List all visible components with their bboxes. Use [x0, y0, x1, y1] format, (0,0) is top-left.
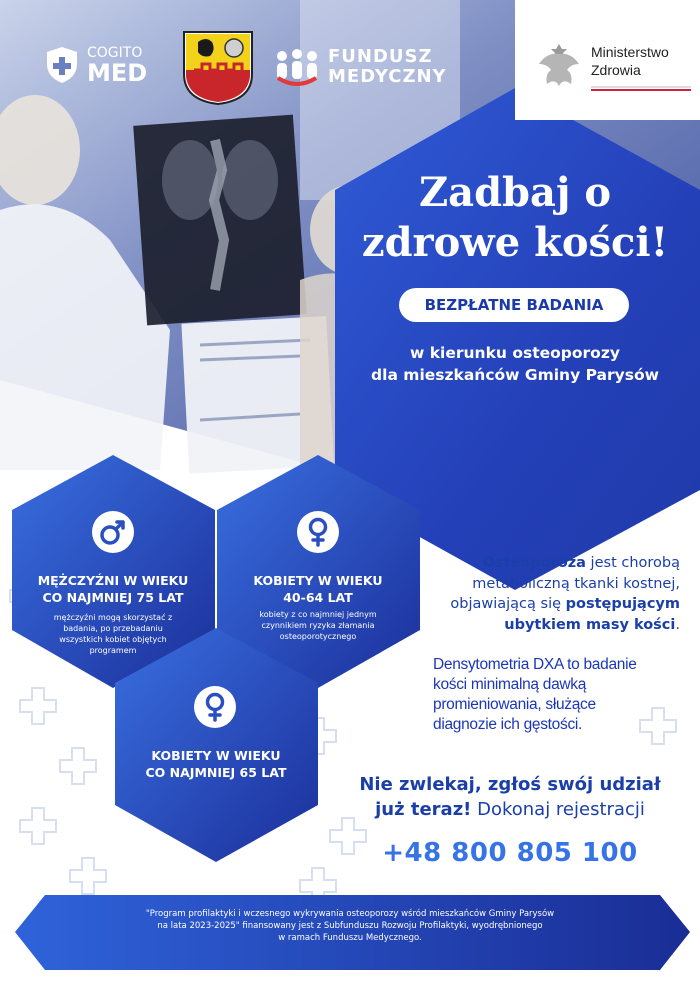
group-women-40-desc — [227, 609, 409, 642]
group-men-desc — [22, 612, 204, 656]
info1-line-2: metaboliczną tkanki kostnej, — [472, 575, 680, 592]
footer-line-3: w ramach Funduszu Medycznego. — [278, 933, 422, 943]
medyczny-label: MEDYCZNY — [328, 66, 447, 87]
group-women-65-text — [125, 747, 307, 781]
family-icon — [274, 48, 320, 86]
footer-funding-note — [120, 908, 580, 944]
footer-line-1: "Program profilaktyki i wczesnego wykrywania osteoporozy wśród mieszkańców Gminy Parysów — [145, 909, 555, 919]
female-icon-circle-2 — [194, 686, 236, 728]
group-men-desc-4: programem — [89, 646, 137, 655]
parysow-coat-of-arms — [182, 30, 254, 106]
headline — [345, 168, 685, 268]
info2-line-3: promieniowania, służące — [433, 696, 596, 713]
hero-subtitle — [355, 342, 675, 386]
ministry-flag-bar — [591, 86, 691, 88]
cta-line-1 — [345, 772, 675, 797]
group-men-title-2: CO NAJMNIEJ 75 LAT — [42, 590, 184, 605]
footer-line-2: na lata 2023-2025" finansowany jest z Subfunduszu Rozwoju Profilaktyki, wyodrębnionego — [157, 921, 543, 931]
cogito-med-logo — [45, 44, 165, 88]
group-women-40-desc-1: kobiety z co najmniej jednym — [259, 610, 377, 619]
headline-line-1: Zadbaj o — [418, 169, 612, 216]
ministry-logo-panel — [515, 0, 700, 120]
info1-bold-3: postępującym — [565, 596, 680, 612]
hero-subtitle-line-2: dla mieszkańców Gminy Parysów — [371, 366, 659, 384]
info1-line-3 — [432, 594, 680, 615]
info1-line-1 — [432, 553, 680, 574]
info1-dot: . — [675, 616, 680, 633]
group-men-desc-1: mężczyźni mogą skorzystać z — [53, 613, 173, 622]
info1-line-4 — [432, 615, 680, 636]
info1-text-3: objawiającą się — [450, 596, 566, 612]
info1-text-1: jest chorobą — [585, 555, 680, 571]
info2-line-2: kości minimalną dawką — [433, 676, 587, 693]
male-icon-circle — [92, 511, 134, 553]
female-icon-circle-1 — [297, 511, 339, 553]
male-symbol-icon — [92, 511, 134, 553]
white-eagle-icon — [537, 40, 581, 92]
group-women-40-desc-2: czynnikiem ryzyka złamania — [261, 621, 375, 630]
cta-text-2: Dokonaj rejestracji — [471, 799, 645, 820]
cta-bold-2: już teraz! — [375, 799, 472, 820]
group-men-desc-2: badania, po przebadaniu — [63, 624, 163, 633]
free-tests-badge: BEZPŁATNE BADANIA — [399, 288, 629, 322]
group-men-desc-3: wszystkich kobiet objętych — [59, 635, 167, 644]
call-to-action — [345, 772, 675, 822]
group-men-text — [22, 572, 204, 656]
fundusz-medyczny-logo — [274, 44, 474, 90]
info2-line-4: diagnozie ich gęstości. — [433, 716, 583, 733]
ministry-flag-bar-red — [591, 89, 691, 91]
cogito-label: COGITO — [87, 45, 143, 61]
group-women-65-title-2: CO NAJMNIEJ 65 LAT — [145, 765, 287, 780]
dxa-description — [433, 655, 678, 735]
med-label: MED — [87, 59, 148, 87]
group-women-40-desc-3: osteoporotycznego — [279, 632, 357, 641]
coat-of-arms-icon — [182, 30, 254, 106]
info1-bold-4: ubytkiem masy kości — [504, 616, 676, 633]
group-men-title-1: MĘŻCZYŹNI W WIEKU — [37, 573, 189, 588]
ministry-label-line1: Ministerstwo — [591, 44, 669, 60]
hero-subtitle-line-1: w kierunku osteoporozy — [410, 344, 620, 362]
ministry-label-line2: Zdrowia — [591, 62, 641, 78]
info1-bold-term: Osteoporoza — [482, 555, 586, 571]
cta-line-2 — [345, 797, 675, 822]
group-women-40-title-1: KOBIETY W WIEKU — [253, 573, 383, 588]
fundusz-label: FUNDUSZ — [328, 46, 433, 67]
info2-line-1: Densytometria DXA to badanie — [433, 656, 637, 673]
cta-bold-1: Nie zwlekaj, zgłoś swój udział — [359, 774, 661, 795]
group-women-40-title-2: 40-64 LAT — [283, 590, 353, 605]
group-women-65-title-1: KOBIETY W WIEKU — [151, 748, 281, 763]
headline-line-2: zdrowe kości! — [361, 219, 669, 266]
female-symbol-icon — [194, 686, 236, 728]
shield-cross-icon — [45, 46, 79, 84]
phone-number[interactable]: +48 800 805 100 — [382, 838, 638, 868]
female-symbol-icon — [297, 511, 339, 553]
group-women-40-text — [227, 572, 409, 642]
osteoporosis-description — [432, 553, 680, 635]
